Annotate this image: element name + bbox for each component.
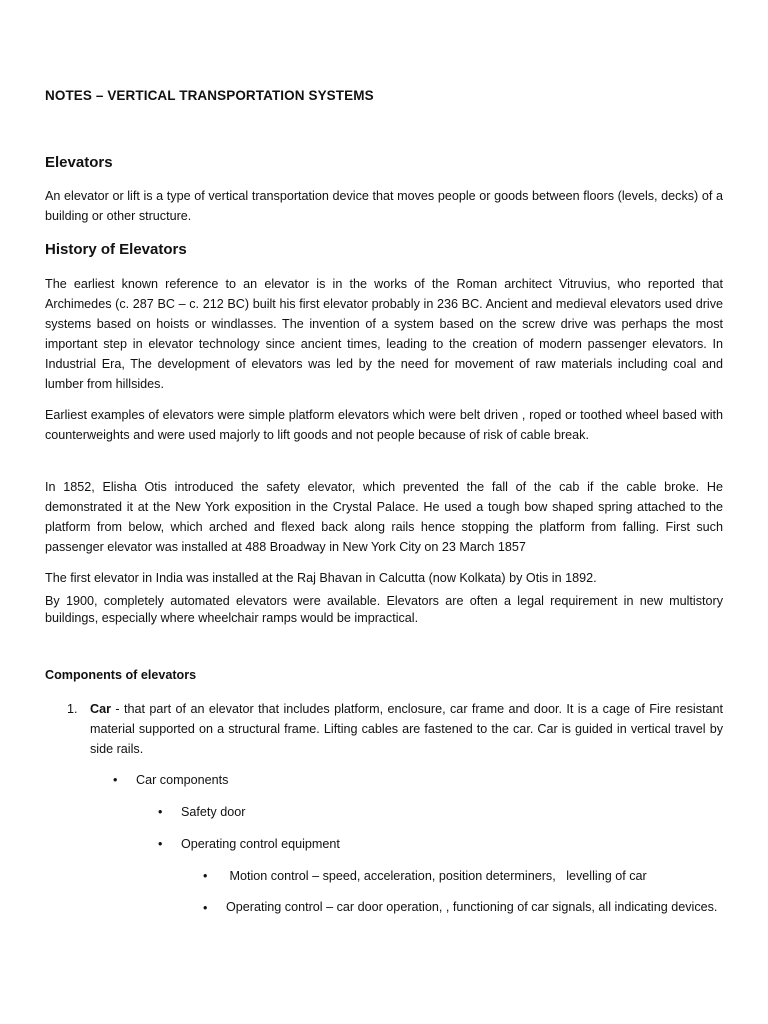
component-description: - that part of an elevator that includes platform, enclosure, car frame and door. It is a cage of Fire resistant material supported on a structural frame. Lifting cables are fastened to the car. Car is guided in vertical travel by side rails.	[90, 702, 723, 756]
bullet-operating-control	[203, 898, 723, 917]
bullet-dot: •	[158, 837, 163, 851]
bullet-motion-control	[203, 866, 723, 886]
component-item-car	[67, 699, 723, 759]
bullet-dot: •	[203, 901, 208, 915]
bullet-operating-control-equipment	[158, 834, 718, 854]
history-paragraph-5: By 1900, completely automated elevators were available. Elevators are often a legal requirement in new multistory buildings, especially where wheelchair ramps would be impractical.	[45, 594, 723, 625]
bullet-car-components	[113, 770, 713, 790]
history-paragraph-4: The first elevator in India was installed at the Raj Bhavan in Calcutta (now Kolkata) by Otis in 1892.	[45, 571, 597, 585]
history-paragraph-1: The earliest known reference to an elevator is in the works of the Roman architect Vitruvius, who reported that Archimedes (c. 287 BC – c. 212 BC) built his first elevator probably in 236 BC. Ancient and medieval elevators used drive systems based on hoists or windlasses. The invention of a system based on the screw drive was perhaps the most important step in elevator technology since ancient times, leading to the creation of modern passenger elevators. In Industrial Era, The development of elevators was led by the need for movement of raw materials including coal and lumber from hillsides.	[45, 277, 723, 391]
bullet-dot: •	[113, 773, 118, 787]
bullet-text: Motion control – speed, acceleration, position determiners, levelling of car	[226, 869, 647, 883]
elevators-heading: Elevators	[45, 154, 113, 171]
history-heading: History of Elevators	[45, 241, 187, 258]
bullet-safety-door	[158, 802, 718, 822]
bullet-text: Operating control equipment	[181, 837, 340, 851]
bullet-text: Operating control – car door operation, , functioning of car signals, all indicating devices.	[226, 900, 718, 914]
history-paragraph-2: Earliest examples of elevators were simple platform elevators which were belt driven , roped or toothed wheel based with counterweights and were used majorly to lift goods and not people because of risk of cable break.	[45, 408, 723, 442]
bullet-dot: •	[203, 869, 208, 883]
bullet-text: Car components	[136, 773, 229, 787]
history-paragraph-3: In 1852, Elisha Otis introduced the safety elevator, which prevented the fall of the cab if the cable broke. He demonstrated it at the New York exposition in the Crystal Palace. He used a tough bow shaped spring attached to the platform from below, which arched and flexed back along rails hence stopping the platform from falling. First such passenger elevator was installed at 488 Broadway in New York City on 23 March 1857	[45, 480, 723, 554]
component-term: Car	[90, 702, 111, 716]
elevators-definition-paragraph: An elevator or lift is a type of vertical transportation device that moves people or goods between floors (levels, decks) of a building or other structure.	[45, 189, 723, 223]
component-item-body	[90, 699, 723, 759]
bullet-dot: •	[158, 805, 163, 819]
list-number: 1.	[67, 702, 78, 716]
bullet-text: Safety door	[181, 805, 246, 819]
components-heading: Components of elevators	[45, 668, 197, 682]
document-title: NOTES – VERTICAL TRANSPORTATION SYSTEMS	[45, 88, 374, 103]
